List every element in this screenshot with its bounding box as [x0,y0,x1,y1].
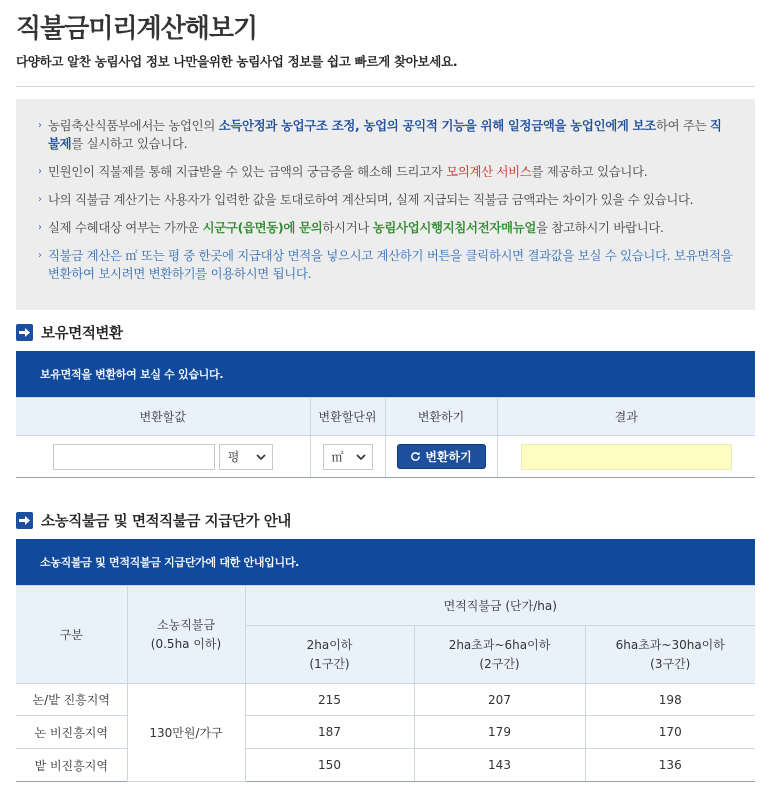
chevron-down-icon [356,454,366,461]
bullet-arrow-icon: › [38,120,42,131]
notice-highlight: 소득안정과 농업구조 조정, 농업의 공익적 기능을 위해 일정금액을 농업인에게 보조 [218,118,656,133]
arrow-right-icon [16,324,33,341]
bullet-arrow-icon: › [38,166,42,177]
notice-item-eligibility: › 실제 수혜대상 여부는 가까운 시군구(읍면동)에 문의하시거나 농림사업시행지침서전자매뉴얼을 참고하시기 바랍니다. [38,220,664,235]
title-divider [16,86,755,87]
header-small-farm: 소농직불금 (0.5ha 이하) [127,586,245,684]
row-label: 밭 비진흥지역 [16,749,127,782]
table-row [16,716,755,749]
notice-item-mock-service: › 민원인이 직불제를 통해 지급받을 수 있는 금액의 궁금증을 해소해 드리고자 모의계산 서비스를 제공하고 있습니다. [38,164,648,179]
bullet-arrow-icon: › [38,222,42,233]
bullet-arrow-icon: › [38,194,42,205]
manual-link[interactable]: 농림사업시행지침서전자매뉴얼 [372,220,537,235]
chevron-down-icon [256,454,266,461]
conversion-table [16,397,755,478]
rates-section-heading [16,510,291,531]
rate-cell: 143 [414,749,585,782]
header-area-payment: 면적직불금 (단가/ha) [245,586,755,626]
rates-info-bar: 소농직불금 및 면적직불금 지급단가에 대한 안내입니다. [16,539,755,585]
notice-item-how-to: › 직불금 계산은 ㎡ 또는 평 중 한곳에 지급대상 면적을 넣으시고 계산하기 버튼을 클릭하시면 결과값을 보실 수 있습니다. 보유면적을 변환하여 보시려면 변환하기를 이용하시면 됩니다. [38,248,733,281]
row-label: 논 비진흥지역 [16,716,127,749]
rate-cell: 187 [245,716,414,749]
rates-table [16,585,755,782]
table-row [16,749,755,782]
table-row [16,684,755,716]
convert-button[interactable]: 변환하기 [397,444,486,469]
page-subtitle: 다양하고 알찬 농림사업 정보 나만을위한 농림사업 정보를 쉽고 빠르게 찾아보세요. [16,54,458,69]
convert-value-input[interactable] [53,444,215,470]
rate-cell: 179 [414,716,585,749]
header-tier3: 6ha초과~30ha이하 (3구간) [585,626,755,684]
notice-item-disclaimer: › 나의 직불금 계산기는 사용자가 입력한 값을 토대로하여 계산되며, 실제 지급되는 직불금 금액과는 차이가 있을 수 있습니다. [38,192,694,207]
rate-cell: 198 [585,684,755,716]
header-category: 구분 [16,586,127,684]
header-convert: 변환하기 [385,398,497,436]
rate-cell: 136 [585,749,755,782]
rates-section-title: 소농직불금 및 면적직불금 지급단가 안내 [41,514,291,530]
row-label: 논/밭 진흥지역 [16,684,127,716]
refresh-icon [410,451,421,462]
rate-cell: 150 [245,749,414,782]
to-unit-select[interactable]: ㎡ [323,444,373,470]
notice-item-subsidy-purpose: › 농림축산식품부에서는 농업인의 소득안정과 농업구조 조정, 농업의 공익적 기능을 위해 일정금액을 농업인에게 보조하여 주는 직불제를 실시하고 있습니다. [38,118,722,151]
rate-cell: 215 [245,684,414,716]
contact-office-link[interactable]: 시군구(읍면동)에 문의 [202,220,323,235]
notice-highlight: 모의계산 서비스 [446,164,532,179]
result-output [521,444,732,470]
rate-cell: 207 [414,684,585,716]
notice-highlight: 직불제 [48,118,722,151]
from-unit-select[interactable]: 평 [219,444,273,470]
conversion-section-title: 보유면적변환 [41,326,123,342]
conversion-info-bar: 보유면적을 변환하여 보실 수 있습니다. [16,351,755,397]
small-farm-payment: 130만원/가구 [127,684,245,782]
header-unit: 변환할단위 [310,398,385,436]
bullet-arrow-icon: › [38,250,42,261]
header-tier1: 2ha이하 (1구간) [245,626,414,684]
conversion-section-heading [16,322,123,343]
notice-box [16,99,755,310]
arrow-right-icon [16,512,33,529]
header-result: 결과 [497,398,755,436]
page-title: 직불금미리계산해보기 [16,14,258,44]
header-value: 변환할값 [16,398,310,436]
header-tier2: 2ha초과~6ha이하 (2구간) [414,626,585,684]
rate-cell: 170 [585,716,755,749]
